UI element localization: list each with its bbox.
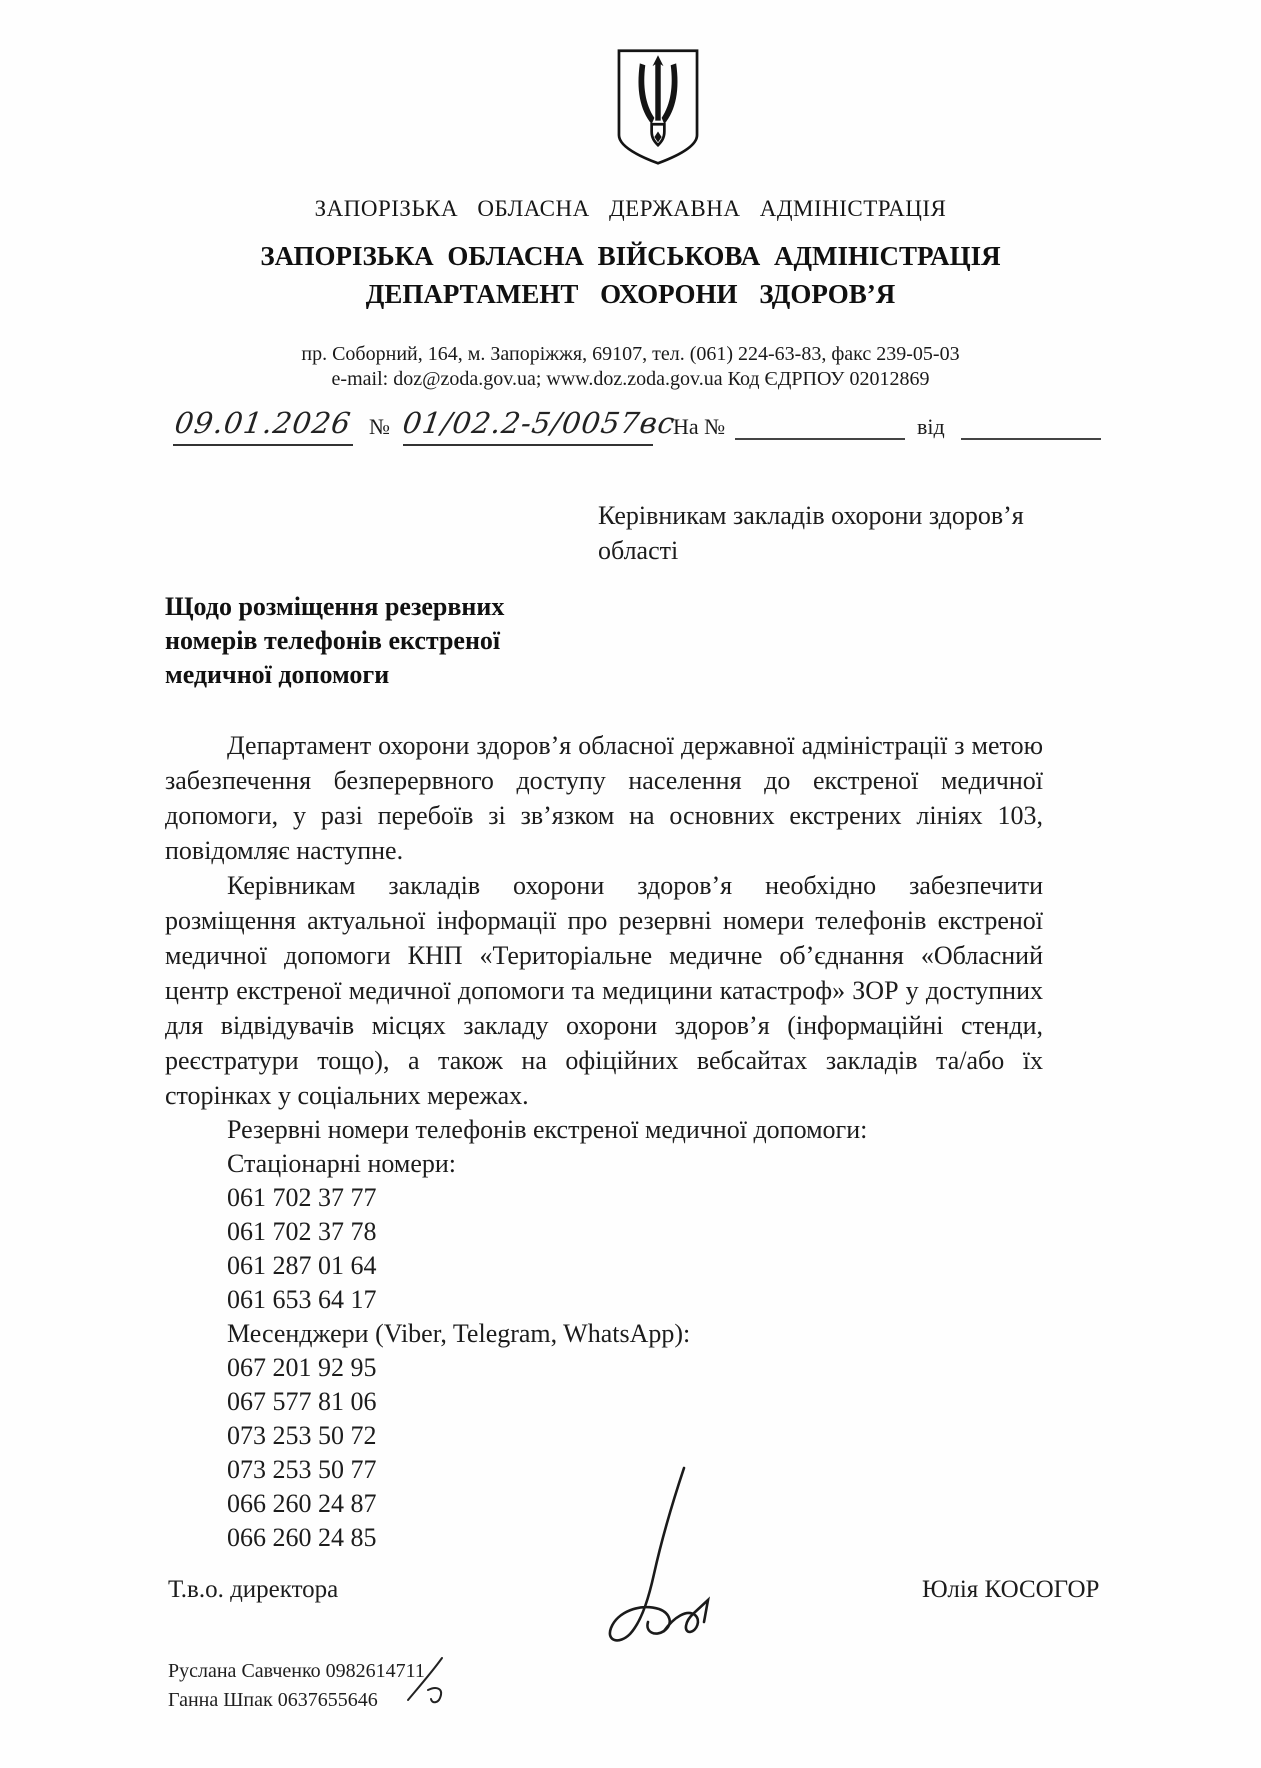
- signer-name: Юлія КОСОГОР: [922, 1576, 1100, 1603]
- department-name: ДЕПАРТАМЕНТ ОХОРОНИ ЗДОРОВ’Я: [365, 279, 896, 309]
- recipient-line-1: Керівникам закладів охорони здоров’я: [598, 501, 1024, 530]
- outgoing-date-field: [173, 406, 353, 446]
- subject-line-1: Щодо розміщення резервних: [165, 592, 505, 621]
- address-line: пр. Соборний, 164, м. Запоріжжя, 69107, тел. (061) 224-63-83, факс 239-05-03: [301, 343, 960, 365]
- org-main-name: ЗАПОРІЗЬКА ОБЛАСНА ВІЙСЬКОВА АДМІНІСТРАЦІЯ: [260, 241, 1001, 271]
- reply-to-number-label: На №: [673, 414, 726, 439]
- outgoing-number-handwritten: 01/02.2-5/0057вс: [400, 406, 678, 440]
- body-paragraph-2: Керівникам закладів охорони здоров’я необхідно забезпечити розміщення актуальної інформації про резервні номери телефонів екстреної медичної допомоги КНП «Територіальне медичне об’єднання «Обласний центр екстреної медичної допомоги та медицини катастроф» ЗОР у доступних для відвідувачів місцях закладу охорони здоров’я (інформаційні стенди, реєстратури тощо), а також на офіційних вебсайтах закладів та/або їх сторінках у соціальних мережах.: [165, 871, 1043, 1110]
- signature-handwritten-icon: [598, 1462, 738, 1657]
- initials-mark-icon: [398, 1652, 458, 1712]
- phone-number: 073 253 50 77: [227, 1455, 377, 1484]
- stationary-numbers-label: Стаціонарні номери:: [227, 1149, 456, 1178]
- executors-block: [168, 1657, 425, 1715]
- outgoing-number-field: [400, 406, 678, 446]
- number-sign-label: №: [369, 414, 390, 439]
- outgoing-date-handwritten: 09.01.2026: [172, 406, 354, 440]
- reply-date-blank-line: [961, 438, 1101, 440]
- body-paragraph-1: Департамент охорони здоров’я обласної державної адміністрації з метою забезпечення безперервного доступу населення до екстреної медичної допомоги, у разі перебоїв зі зв’язком на основних екстрених лініях 103, повідомляє наступне.: [165, 731, 1043, 865]
- recipient-line-2: області: [598, 536, 679, 565]
- phone-number: 067 201 92 95: [227, 1353, 377, 1382]
- executor-contact-1: Руслана Савченко 0982614711: [168, 1660, 425, 1682]
- messengers-label: Месенджери (Viber, Telegram, WhatsApp):: [227, 1319, 691, 1348]
- reply-number-blank-line: [735, 438, 905, 440]
- phone-number: 066 260 24 87: [227, 1489, 377, 1518]
- subject-line-2: номерів телефонів екстреної: [165, 626, 501, 655]
- phone-number: 061 702 37 78: [227, 1217, 377, 1246]
- phone-number: 061 287 01 64: [227, 1251, 377, 1280]
- subject-line-3: медичної допомоги: [165, 660, 390, 689]
- ukraine-trident-emblem: [612, 48, 704, 166]
- phones-intro-line: Резервні номери телефонів екстреної медичної допомоги:: [227, 1115, 868, 1144]
- subject-block: [165, 590, 595, 692]
- signer-position: Т.в.о. директора: [168, 1576, 339, 1603]
- recipient-block: [598, 498, 1068, 568]
- contact-line: e-mail: doz@zoda.gov.ua; www.doz.zoda.gov.ua Код ЄДРПОУ 02012869: [331, 368, 930, 390]
- phone-number: 061 702 37 77: [227, 1183, 377, 1212]
- phone-number: 067 577 81 06: [227, 1387, 377, 1416]
- org-parent-name: ЗАПОРІЗЬКА ОБЛАСНА ДЕРЖАВНА АДМІНІСТРАЦІЯ: [314, 196, 947, 221]
- letter-body: [165, 728, 1043, 1555]
- phone-number: 073 253 50 72: [227, 1421, 377, 1450]
- executor-contact-2: Ганна Шпак 0637655646: [168, 1689, 378, 1711]
- phone-number: 066 260 24 85: [227, 1523, 377, 1552]
- reference-row: [165, 404, 1095, 450]
- phone-number: 061 653 64 17: [227, 1285, 377, 1314]
- reply-from-label: від: [917, 414, 945, 439]
